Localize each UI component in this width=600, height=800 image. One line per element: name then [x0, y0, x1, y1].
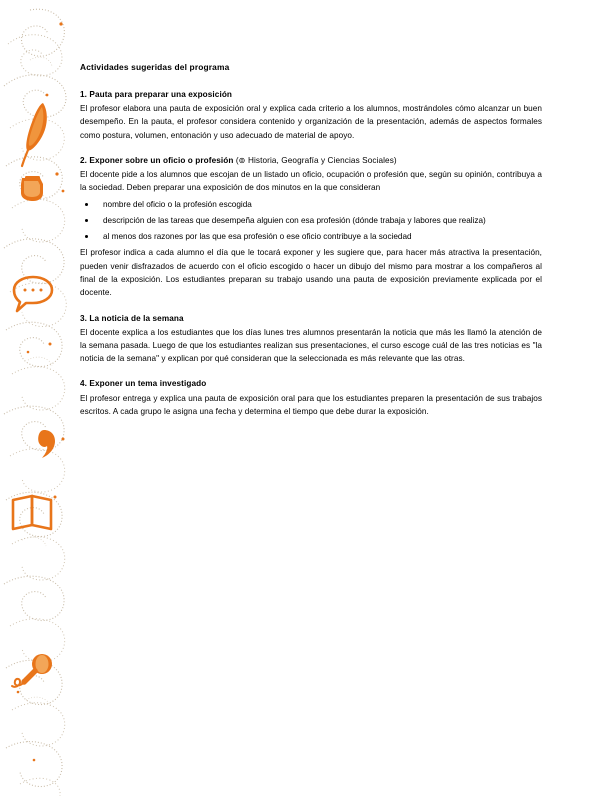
- accent-dots: [17, 22, 65, 761]
- section-2-bullet-list: [80, 198, 542, 244]
- section-4: [80, 378, 542, 418]
- section-2-paragraph-1: El docente pide a los alumnos que escojan de un listado un oficio, ocupación o profesión que, según su opinión, contribuya a la sociedad. Deben preparar una exposición de dos minutos en la que consideran: [80, 170, 542, 193]
- speech-bubble-icon: [14, 277, 52, 311]
- section-4-heading-text: 4. Exponer un tema investigado: [80, 379, 207, 389]
- list-item: al menos dos razones por las que esa profesión o ese oficio contribuye a la sociedad: [80, 230, 542, 243]
- swirl-flourishes: [4, 9, 66, 796]
- section-2-heading: [80, 155, 542, 166]
- page-title: Actividades sugeridas del programa: [80, 62, 230, 72]
- section-1-heading: [80, 89, 542, 100]
- section-4-heading: [80, 378, 542, 389]
- section-4-paragraph-1: El profesor entrega y explica una pauta de exposición oral para que los estudiantes preparen la presentación de sus trabajos escritos. A cada grupo le asigna una fecha y determina el tiempo que debe durar la exposición.: [80, 393, 542, 416]
- section-3-heading-text: 3. La noticia de la semana: [80, 313, 184, 323]
- open-book-icon: [13, 496, 51, 529]
- comma-mark-icon: [38, 430, 55, 458]
- section-3-heading: [80, 313, 542, 324]
- section-2-paragraph-2: El profesor indica a cada alumno el día que le tocará exponer y les sugiere que, para hacer más atractiva la presentación, pueden venir disfrazados de acuerdo con el oficio escogido o hacer un dibujo del mismo para mostrar a los compañeros al final de la exposición. Los estudiantes preparan su trabajo usando una pauta de exposición previamente explicada por el docente.: [80, 248, 542, 298]
- section-3-paragraph-1: El docente explica a los estudiantes que los días lunes tres alumnos presentarán la noticia que más les llamó la atención de la semana pasada. Luego de que los estudiantes realizan sus presentaciones, el curso escoge cuál de las tres noticias es "la noticia de la semana" y explican por qué consideran que la seleccionada es más relevante que las otras.: [80, 327, 542, 364]
- section-2-heading-note: (⊚ Historia, Geografía y Ciencias Sociales): [235, 155, 397, 165]
- microphone-icon: [12, 654, 52, 687]
- section-1-heading-text: 1. Pauta para preparar una exposición: [80, 90, 233, 100]
- list-item: descripción de las tareas que desempeña alguien con esa profesión (dónde trabaja y labores que realiza): [80, 214, 542, 227]
- section-1-paragraph-1: El profesor elabora una pauta de exposición oral y explica cada criterio a los alumnos, mostrándoles cómo alcanzar un buen desempeño. En la pauta, el profesor considera contenido y organización de la presentación, además de aspectos formales como postura, volumen, entonación y uso adecuado de material de apoyo.: [80, 104, 542, 140]
- section-1: [80, 89, 542, 142]
- list-item: nombre del oficio o la profesión escogida: [80, 198, 542, 211]
- margin-decoration: [0, 0, 78, 800]
- section-3: [80, 313, 542, 366]
- section-2-heading-text: 2. Exponer sobre un oficio o profesión: [80, 155, 234, 165]
- document-content: [80, 62, 542, 418]
- section-2: [80, 155, 542, 300]
- quill-pen-icon: [22, 103, 47, 166]
- inkwell-icon: [21, 176, 43, 201]
